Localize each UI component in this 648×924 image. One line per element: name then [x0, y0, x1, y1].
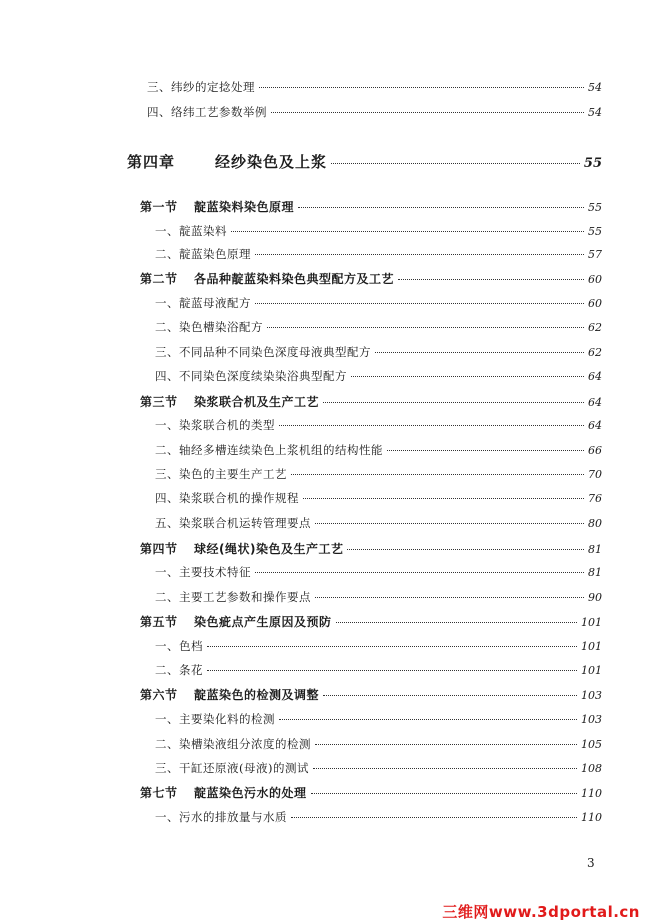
- section-title: 球经(绳状)染色及生产工艺: [194, 542, 344, 556]
- section-number: 第六节: [140, 688, 178, 702]
- dot-leader: [375, 352, 584, 353]
- toc-item-label: 二、主要工艺参数和操作要点: [155, 590, 311, 604]
- dot-leader: [351, 376, 584, 377]
- dot-leader: [323, 402, 584, 403]
- dot-leader: [255, 303, 584, 304]
- section-number: 第二节: [140, 272, 178, 286]
- toc-section-page: 110: [581, 787, 602, 800]
- toc-chapter-label: [127, 151, 327, 172]
- toc-item: [155, 736, 602, 752]
- section-title: 染色疵点产生原因及预防: [194, 615, 332, 629]
- toc-item: [155, 344, 602, 360]
- toc-item: [155, 417, 602, 433]
- dot-leader: [231, 231, 584, 232]
- dot-leader: [398, 279, 584, 280]
- toc-item-page: 64: [588, 370, 602, 383]
- page-number: 3: [587, 856, 595, 870]
- toc-item-label: 二、条花: [155, 663, 203, 677]
- dot-leader: [315, 597, 584, 598]
- toc-item-page: 110: [581, 811, 602, 824]
- toc-section-label: [140, 613, 332, 630]
- toc-item-page: 57: [588, 248, 602, 261]
- toc-item-page: 64: [588, 419, 602, 432]
- toc-section-label: [140, 686, 319, 703]
- toc-item-label: 一、主要染化料的检测: [155, 712, 275, 726]
- dot-leader: [323, 695, 577, 696]
- watermark-text: 三维网www.3dportal.cn: [442, 903, 640, 921]
- toc-chapter-page: 55: [583, 156, 602, 171]
- dot-leader: [271, 112, 584, 113]
- toc-section-label: [140, 393, 319, 410]
- dot-leader: [207, 646, 577, 647]
- toc-item-page: 81: [588, 566, 602, 579]
- toc-section-page: 103: [581, 689, 602, 702]
- toc-item-page: 60: [588, 297, 602, 310]
- toc-item-label: 一、主要技术特征: [155, 565, 251, 579]
- toc-item: [155, 442, 602, 458]
- toc-item-page: 55: [588, 225, 602, 238]
- toc-item: [155, 564, 602, 580]
- dot-leader: [279, 425, 584, 426]
- section-number: 第四节: [140, 542, 178, 556]
- toc-item: [155, 809, 602, 825]
- toc-item: [147, 79, 602, 95]
- dot-leader: [387, 450, 584, 451]
- toc-item-label: 三、不同品种不同染色深度母液典型配方: [155, 345, 371, 359]
- toc-item: [155, 638, 602, 654]
- section-title: 靛蓝染色的检测及调整: [194, 688, 320, 702]
- toc-section: [140, 784, 602, 801]
- toc-item-page: 108: [581, 762, 602, 775]
- section-title: 靛蓝染色污水的处理: [194, 786, 307, 800]
- dot-leader: [303, 498, 584, 499]
- toc-item: [155, 490, 602, 506]
- dot-leader: [255, 254, 584, 255]
- toc-section-label: [140, 270, 394, 287]
- toc-item: [155, 466, 602, 482]
- dot-leader: [259, 87, 584, 88]
- section-number: 第七节: [140, 786, 178, 800]
- section-number: 第一节: [140, 200, 178, 214]
- toc-section-label: [140, 784, 307, 801]
- toc-item-label: 一、色档: [155, 639, 203, 653]
- dot-leader: [315, 523, 584, 524]
- toc-item-label: 二、轴经多槽连续染色上浆机组的结构性能: [155, 443, 383, 457]
- dot-leader: [347, 549, 584, 550]
- dot-leader: [255, 572, 584, 573]
- toc-item-page: 66: [588, 444, 602, 457]
- toc-section: [140, 540, 602, 557]
- dot-leader: [279, 719, 577, 720]
- toc-section-label: [140, 198, 294, 215]
- toc-item-label: 四、络纬工艺参数举例: [147, 105, 267, 119]
- toc-item-label: 三、染色的主要生产工艺: [155, 467, 287, 481]
- chapter-number: 第四章: [127, 153, 176, 171]
- toc-item: [155, 319, 602, 335]
- toc-section: [140, 270, 602, 287]
- dot-leader: [336, 622, 577, 623]
- toc-item-label: 三、纬纱的定捻处理: [147, 80, 255, 94]
- toc-item: [155, 368, 602, 384]
- toc-section: [140, 686, 602, 703]
- toc-item-page: 54: [588, 81, 602, 94]
- toc-item-page: 76: [588, 492, 602, 505]
- dot-leader: [331, 163, 580, 164]
- toc-item-page: 105: [581, 738, 602, 751]
- section-number: 第三节: [140, 395, 178, 409]
- toc-item: [155, 246, 602, 262]
- toc-item: [155, 760, 602, 776]
- toc-item-label: 一、染浆联合机的类型: [155, 418, 275, 432]
- toc-item-label: 一、靛蓝染料: [155, 224, 227, 238]
- dot-leader: [315, 744, 577, 745]
- section-title: 各品种靛蓝染料染色典型配方及工艺: [194, 272, 395, 286]
- dot-leader: [291, 474, 584, 475]
- toc-item: [155, 711, 602, 727]
- section-number: 第五节: [140, 615, 178, 629]
- toc-item: [155, 662, 602, 678]
- toc-item-label: 二、染槽染液组分浓度的检测: [155, 737, 311, 751]
- toc-item: [155, 589, 602, 605]
- toc-item: [155, 223, 602, 239]
- toc-item-page: 62: [588, 346, 602, 359]
- toc-item-label: 三、干缸还原液(母液)的测试: [155, 761, 309, 775]
- toc-item-page: 54: [588, 106, 602, 119]
- dot-leader: [298, 207, 584, 208]
- toc-item-page: 90: [588, 591, 602, 604]
- dot-leader: [313, 768, 577, 769]
- toc-item-label: 一、污水的排放量与水质: [155, 810, 287, 824]
- toc-item-page: 101: [581, 664, 602, 677]
- toc-item-page: 70: [588, 468, 602, 481]
- toc-item-page: 101: [581, 640, 602, 653]
- toc-item-label: 四、不同染色深度续染染浴典型配方: [155, 369, 347, 383]
- toc-section: [140, 393, 602, 410]
- chapter-title: 经纱染色及上浆: [215, 153, 328, 171]
- toc-chapter: [127, 151, 602, 172]
- toc-item: [155, 515, 602, 531]
- toc-item-page: 103: [581, 713, 602, 726]
- toc-item: [147, 104, 602, 120]
- section-title: 靛蓝染料染色原理: [194, 200, 295, 214]
- toc-item-page: 80: [588, 517, 602, 530]
- toc-section-page: 55: [588, 201, 602, 214]
- toc-section-page: 60: [588, 273, 602, 286]
- toc-item: [155, 295, 602, 311]
- dot-leader: [267, 327, 584, 328]
- toc-item-label: 五、染浆联合机运转管理要点: [155, 516, 311, 530]
- toc-item-label: 四、染浆联合机的操作规程: [155, 491, 299, 505]
- dot-leader: [207, 670, 577, 671]
- toc-item-page: 62: [588, 321, 602, 334]
- toc-section-page: 81: [588, 543, 602, 556]
- toc-section: [140, 198, 602, 215]
- toc-section-page: 101: [581, 616, 602, 629]
- toc-section-page: 64: [588, 396, 602, 409]
- toc-item-label: 二、靛蓝染色原理: [155, 247, 251, 261]
- toc-item-label: 二、染色槽染浴配方: [155, 320, 263, 334]
- toc-section-label: [140, 540, 343, 557]
- dot-leader: [291, 817, 577, 818]
- section-title: 染浆联合机及生产工艺: [194, 395, 320, 409]
- toc-section: [140, 613, 602, 630]
- dot-leader: [311, 793, 577, 794]
- toc-item-label: 一、靛蓝母液配方: [155, 296, 251, 310]
